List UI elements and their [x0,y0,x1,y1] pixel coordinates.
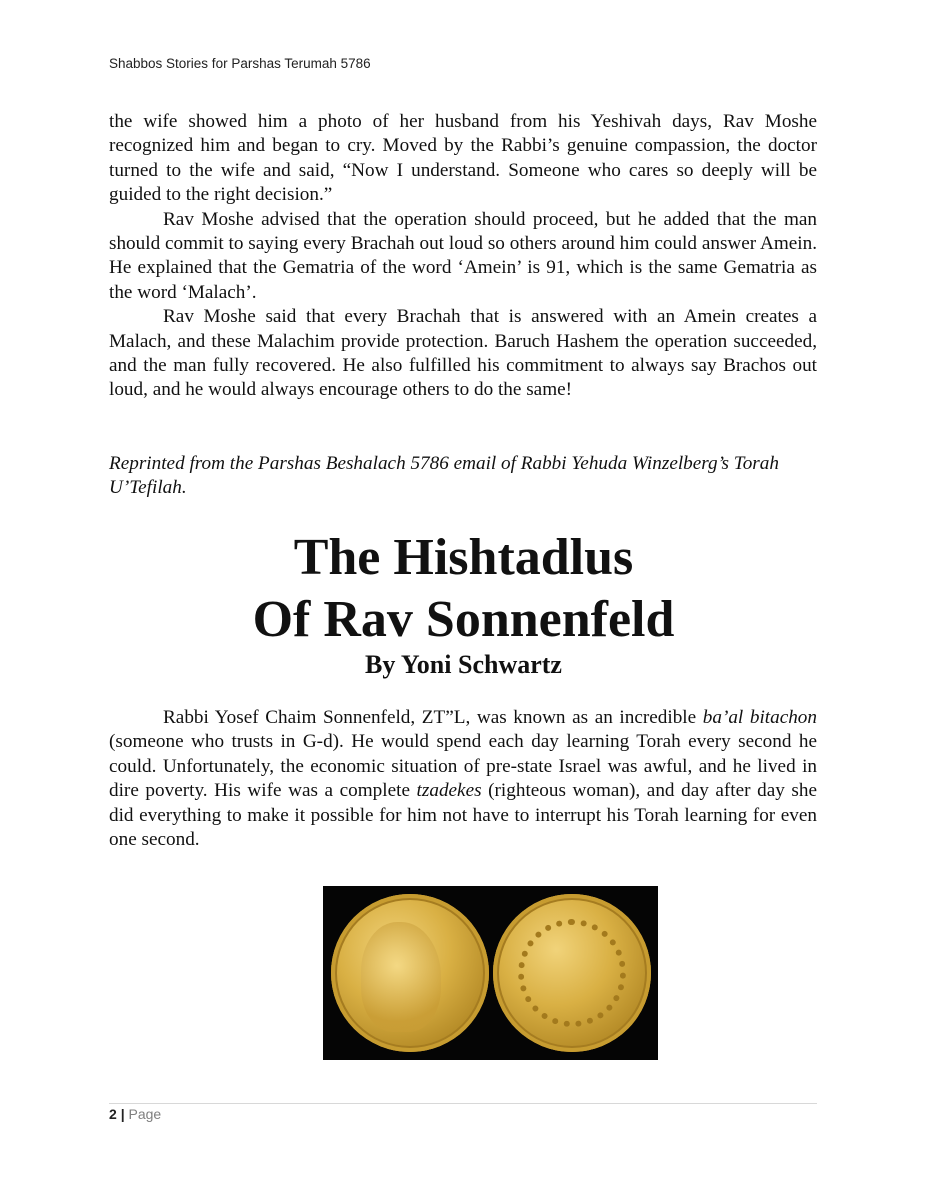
italic-term: ba’al bitachon [702,707,817,728]
title-line-2: Of Rav Sonnenfeld [252,591,675,648]
footer-separator: | [120,1106,125,1122]
text: (someone who trusts in G-d). He would spend each day learning Torah every second he could. Unfortunately, the economic situation of pre-state Israel was awful, and he lived in dire poverty. His wife was a complete [109,731,817,802]
story-continuation [109,110,817,403]
page-number: 2 [109,1106,117,1122]
running-header: Shabbos Stories for Parshas Terumah 5786 [109,56,371,71]
paragraph: the wife showed him a photo of her husband from his Yeshivah days, Rav Moshe recognized him and began to cry. Moved by the Rabbi’s genuine compassion, the doctor turned to the wife and said, “Now I understand. Someone who cares so deeply will be guided to the right decision.” [109,111,817,206]
article-body [109,706,817,852]
coin-reverse [493,894,651,1052]
page-label: Page [128,1106,162,1122]
text: Rabbi Yosef Chaim Sonnenfeld, ZT”L, was known as an incredible [163,707,703,728]
reprint-credit: Reprinted from the Parshas Beshalach 5786 email of Rabbi Yehuda Winzelberg’s Torah U’Tefilah. [109,453,779,499]
wreath [518,919,626,1027]
portrait [361,922,441,1032]
title-line-1: The Hishtadlus [293,529,634,586]
footer-divider [109,1103,817,1104]
paragraph [109,706,817,852]
paragraph: Rav Moshe said that every Brachah that is answered with an Amein creates a Malach, and these Malachim provide protection. Baruch Hashem the operation succeeded, and the man fully recovered. He also fulfilled his commitment to always say Brachos out loud, and he would always encourage others to do the same! [109,306,817,401]
article-title [0,527,927,651]
coin-obverse [331,894,489,1052]
italic-term: tzadekes [416,780,482,802]
byline: By Yoni Schwartz [365,650,562,679]
page-footer [109,1106,161,1122]
text: (righteous woman), and day after day she did everything to make it possible for him not have to interrupt his Torah learning for even one second. [109,780,817,851]
paragraph: Rav Moshe advised that the operation should proceed, but he added that the man should commit to saying every Brachah out loud so others around him could answer Amein. He explained that the Gematria of the word ‘Amein’ is 91, which is the same Gematria as the word ‘Malach’. [109,208,817,303]
gold-coins-image [323,886,658,1060]
